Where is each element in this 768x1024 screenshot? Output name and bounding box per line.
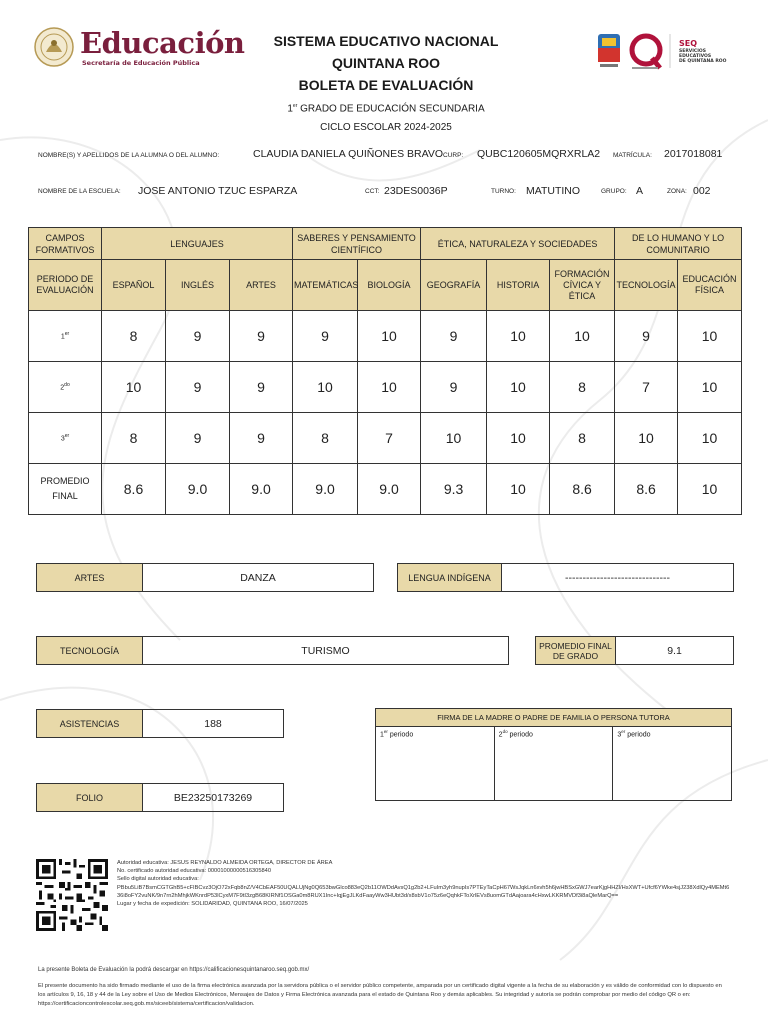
- subject-header: FORMACIÓN CÍVICA Y ÉTICA: [550, 260, 615, 311]
- subject-header: EDUCACIÓN FÍSICA: [678, 260, 742, 311]
- seq-logo: [596, 30, 726, 72]
- grade-cell: 10: [293, 362, 358, 413]
- group-header: DE LO HUMANO Y LO COMUNITARIO: [615, 228, 742, 260]
- signature-cell-period-2: $2^{do}$ periodo: [495, 727, 614, 800]
- turno-value: MATUTINO: [526, 185, 581, 197]
- campos-formativos-header: CAMPOS FORMATIVOS: [29, 228, 102, 260]
- average-cell: 8.6: [102, 464, 166, 515]
- folio-value: BE23250173269: [173, 791, 253, 804]
- grade-cell: 10: [678, 413, 742, 464]
- seq-subtitle: SERVICIOS EDUCATIVOS DE QUINTANA ROO: [679, 49, 727, 64]
- grade-cell: 10: [358, 311, 421, 362]
- school-name: JOSE ANTONIO TZUC ESPARZA: [138, 185, 298, 197]
- seq-title: SEQ: [679, 39, 698, 48]
- promedio-grado-box: [535, 636, 734, 665]
- grade-cell: 10: [487, 362, 550, 413]
- subject-header: MATEMÁTICAS: [293, 260, 358, 311]
- lengua-indigena-label: LENGUA INDÍGENA: [398, 564, 502, 591]
- cct-label: CCT:: [365, 188, 380, 195]
- subject-header: BIOLOGÍA: [358, 260, 421, 311]
- grade-cell: 10: [550, 311, 615, 362]
- signature-header: FIRMA DE LA MADRE O PADRE DE FAMILIA O PERSONA TUTORA: [376, 709, 731, 727]
- grade-cell: 9: [421, 362, 487, 413]
- folio-label: FOLIO: [37, 784, 143, 811]
- curp-value: QUBC120605MQRXRLA2: [477, 148, 601, 160]
- school-label: NOMBRE DE LA ESCUELA:: [38, 188, 121, 195]
- document-title: [230, 30, 542, 137]
- average-cell: 10: [678, 464, 742, 515]
- grade-cell: 10: [487, 413, 550, 464]
- grade-cell: 7: [358, 413, 421, 464]
- grade-cell: 8: [102, 311, 166, 362]
- cycle-line: CICLO ESCOLAR 2024-2025: [320, 122, 452, 134]
- asistencias-box: [36, 709, 284, 738]
- promedio-grado-label: PROMEDIO FINAL DE GRADO: [536, 637, 616, 664]
- issue-place-date: Lugar y fecha de expedición: SOLIDARIDAD, QUINTANA ROO, 16/07/2025: [117, 901, 308, 908]
- student-name: CLAUDIA DANIELA QUIÑONES BRAVO: [253, 148, 444, 160]
- tecnologia-label: TECNOLOGÍA: [37, 637, 143, 664]
- grade-cell: 10: [678, 311, 742, 362]
- tecnologia-box: [36, 636, 509, 665]
- grupo-label: GRUPO:: [601, 188, 627, 195]
- brand-word: Educación: [80, 26, 245, 60]
- average-cell: 10: [487, 464, 550, 515]
- grade-cell: 9: [421, 311, 487, 362]
- grade-cell: 8: [293, 413, 358, 464]
- cct-value: 23DES0036P: [384, 185, 448, 197]
- average-row: [29, 464, 742, 515]
- average-cell: 8.6: [550, 464, 615, 515]
- turno-label: TURNO:: [491, 188, 516, 195]
- grade-line: 1er GRADO DE EDUCACIÓN SECUNDARIA: [287, 103, 485, 115]
- grade-cell: 9: [230, 413, 293, 464]
- average-cell: 9.0: [358, 464, 421, 515]
- table-row: [29, 362, 742, 413]
- asistencias-value: 188: [204, 717, 222, 730]
- coat-of-arms-icon: [34, 26, 74, 68]
- subject-header: ARTES: [230, 260, 293, 311]
- grade-cell: 9: [166, 413, 230, 464]
- grade-cell: 9: [615, 311, 678, 362]
- subject-header: HISTORIA: [487, 260, 550, 311]
- artes-label: ARTES: [37, 564, 143, 591]
- grade-cell: 10: [421, 413, 487, 464]
- student-name-label: NOMBRE(S) Y APELLIDOS DE LA ALUMNA O DEL ALUMNO:: [38, 152, 220, 159]
- educacion-logo: [34, 26, 245, 72]
- title-line-2: QUINTANA ROO: [331, 55, 441, 71]
- grade-cell: 10: [358, 362, 421, 413]
- matricula-label: MATRÍCULA:: [613, 152, 652, 159]
- grade-cell: 8: [550, 413, 615, 464]
- average-cell: 9.0: [230, 464, 293, 515]
- qr-code-icon[interactable]: [36, 857, 108, 933]
- table-row: [29, 413, 742, 464]
- authority-certificate: No. certificado autoridad educativa: 00001000000516305840: [117, 868, 271, 875]
- grade-cell: 9: [230, 311, 293, 362]
- group-header: ÉTICA, NATURALEZA Y SOCIEDADES: [421, 228, 615, 260]
- asistencias-label: ASISTENCIAS: [37, 710, 143, 737]
- digital-seal: PBbu5LiB7BsmCGTGhB5+cFIBCvz3OjO72xFqb8nZ/V4CbEAF50UQALUjNg0Q653bwGlco883eQ2b11OWDdAvsQ1g2b2+LFuIm3yh9nupIs7PTEyTaCpH67WsJqkLn6xvh5h6jwHBSxGWJ7earKjgHHZl/HsXWT+Ufcf6YWke4sjJ238XdlQy4MEMt636i8oFY2vuNK/9n7rn2hMhjkWKnrdP53lCyxM7F9tI3zgB68KIRNf1OSGa0m8RUX1Inc+IqjEgJLKdFaayWw3HUbt3d/x8sbV1o75z6eQqhkFToXrlEVs8uomGTdAajoara4cHxwLKKRMVDf3i8aQleMarQ==: [117, 884, 730, 899]
- group-header: LENGUAJES: [102, 228, 293, 260]
- state-shield-icon: [596, 30, 676, 72]
- grade-cell: 9: [166, 362, 230, 413]
- grade-cell: 9: [293, 311, 358, 362]
- title-line-1: SISTEMA EDUCATIVO NACIONAL: [273, 33, 499, 49]
- subject-header: INGLÉS: [166, 260, 230, 311]
- artes-value: DANZA: [240, 571, 276, 584]
- download-notice: La presente Boleta de Evaluación la podrá descargar en https://calificacionesquintanaroo.seq.gob.mx/: [38, 967, 310, 973]
- zona-value: 002: [693, 185, 711, 197]
- subject-header: ESPAÑOL: [102, 260, 166, 311]
- group-header: SABERES Y PENSAMIENTO CIENTÍFICO: [293, 228, 421, 260]
- subject-header: GEOGRAFÍA: [421, 260, 487, 311]
- grade-cell: 10: [102, 362, 166, 413]
- zona-label: ZONA:: [667, 188, 687, 195]
- periodo-header: PERIODO DE EVALUACIÓN: [29, 260, 102, 311]
- grades-table: [28, 227, 742, 515]
- grade-cell: 10: [678, 362, 742, 413]
- grade-cell: 10: [615, 413, 678, 464]
- signature-cell-period-3: 3er periodo: [617, 729, 651, 739]
- lengua-indigena-box: [397, 563, 734, 592]
- brand-subtitle: Secretaría de Educación Pública: [82, 59, 200, 67]
- folio-box: [36, 783, 284, 812]
- grade-cell: 9: [166, 311, 230, 362]
- period-label: 3er: [29, 413, 102, 464]
- period-label: $2^{do}$: [29, 362, 102, 413]
- authority-name: Autoridad educativa: JESUS REYNALDO ALMEIDA ORTEGA, DIRECTOR DE ÁREA: [117, 860, 333, 866]
- grupo-value: A: [636, 185, 644, 197]
- period-label: 1er: [29, 311, 102, 362]
- grade-cell: 10: [487, 311, 550, 362]
- lengua-indigena-value: ------------------------------: [565, 571, 670, 584]
- signature-cell-period-1: 1er periodo: [376, 727, 495, 800]
- promedio-final-label: PROMEDIO FINAL: [29, 464, 102, 515]
- promedio-grado-value: 9.1: [667, 644, 682, 657]
- average-cell: 9.0: [166, 464, 230, 515]
- guardian-signature-table: [375, 708, 732, 801]
- subject-header: TECNOLOGÍA: [615, 260, 678, 311]
- curp-label: CURP:: [443, 152, 464, 159]
- digital-seal-label: Sello digital autoridad educativa:: [117, 876, 199, 883]
- grade-cell: 7: [615, 362, 678, 413]
- average-cell: 8.6: [615, 464, 678, 515]
- grade-cell: 8: [550, 362, 615, 413]
- average-cell: 9.3: [421, 464, 487, 515]
- legal-notice: El presente documento ha sido firmado mediante el uso de la firma electrónica avanzada por la servidora pública o el servidor público competente, amparada por un certificado digital vigente a la fecha de su elaboración y es válido de conformidad con lo dispuesto en los artículos 9, 16, 18 y 44 de la Ley sobre el Uso de Medios Electrónicos, Mensajes de Datos y Firma Electrónica avanzada para el estado de Quintana Roo y demás aplicables. Su integridad y autoría se podrán comprobar por medio del código QR o en: https://certificacioncontrolescolar.seq.gob.mx/siceeb/sistema/certificacion/validacion.: [38, 983, 722, 1007]
- grade-cell: 8: [102, 413, 166, 464]
- authority-block: [117, 859, 731, 908]
- artes-box: [36, 563, 374, 592]
- average-cell: 9.0: [293, 464, 358, 515]
- matricula-value: 2017018081: [664, 148, 723, 160]
- table-row: [29, 311, 742, 362]
- title-line-3: BOLETA DE EVALUACIÓN: [298, 77, 474, 93]
- tecnologia-value: TURISMO: [301, 644, 350, 657]
- grade-cell: 9: [230, 362, 293, 413]
